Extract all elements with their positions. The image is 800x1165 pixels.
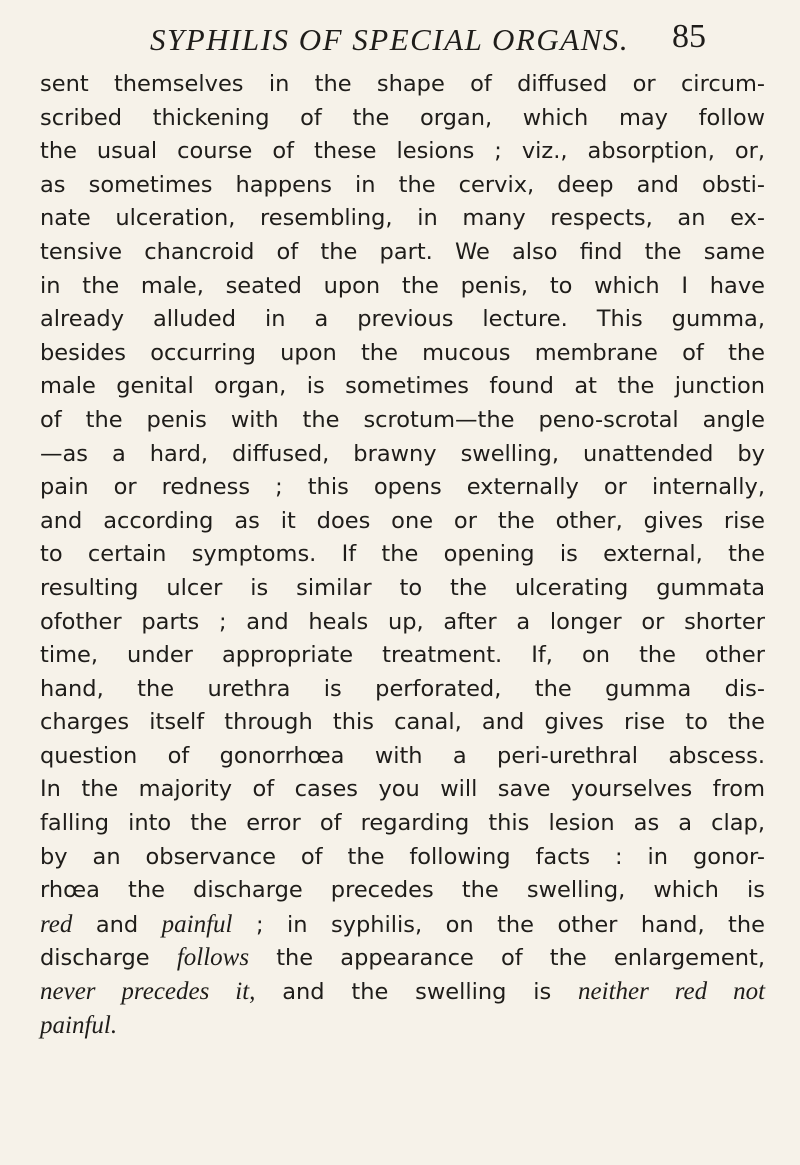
text-line: In the majority of cases you will save yourselves from	[40, 776, 765, 803]
text-line-emphasis	[40, 975, 765, 1009]
text-line: tensive chancroid of the part. We also find the same	[40, 238, 765, 265]
text-line: sent themselves in the shape of diffused or circum-	[40, 71, 765, 97]
text-line: hand, the urethra is perforated, the gumma dis-	[40, 675, 765, 702]
text-line: of the penis with the scrotum—the peno-scrotal angle	[40, 406, 765, 433]
text-line: to certain symptoms. If the opening is external, the	[40, 541, 765, 568]
text-line: question of gonorrhœa with a peri-urethral abscess.	[40, 742, 765, 769]
word-and: and	[95, 911, 139, 938]
running-title: SYPHILIS OF SPECIAL ORGANS.	[150, 22, 630, 57]
line-remainder: ; in syphilis, on the other hand, the	[255, 911, 765, 938]
text-line-final	[40, 1009, 765, 1043]
text-line: nate ulceration, resembling, in many respects, an ex-	[40, 205, 765, 232]
text-line: male genital organ, is sometimes found at the junction	[40, 373, 765, 400]
text-line: time, under appropriate treatment. If, on the other	[40, 642, 765, 669]
text-line: charges itself through this canal, and gives rise to the	[40, 709, 765, 736]
italic-follows: follows	[176, 944, 250, 972]
italic-red: red	[40, 910, 73, 938]
text-line-emphasis	[40, 908, 765, 942]
text-line: already alluded in a previous lecture. This gumma,	[40, 306, 765, 333]
text-line: pain or redness ; this opens externally or internally,	[40, 474, 765, 501]
text-line: and according as it does one or the other, gives rise	[40, 507, 765, 534]
italic-painful: painful	[161, 910, 233, 938]
text-line: resulting ulcer is similar to the ulcerating gummata	[40, 574, 765, 601]
body-text	[40, 68, 765, 1042]
text-line: besides occurring upon the mucous membrane of the	[40, 339, 765, 366]
page-number: 85	[672, 18, 706, 55]
text-line: falling into the error of regarding this lesion as a clap,	[40, 810, 765, 837]
text-line: rhœa the discharge precedes the swelling, which is	[40, 877, 765, 904]
text-line: by an observance of the following facts : in gonor-	[40, 843, 765, 870]
italic-never-precedes-it: never precedes it,	[40, 978, 256, 1006]
line-remainder: the appearance of the enlargement,	[276, 945, 765, 972]
italic-painful-final: painful.	[40, 1011, 118, 1039]
text-line: in the male, seated upon the penis, to which I have	[40, 272, 765, 299]
text-line: as sometimes happens in the cervix, deep and obsti-	[40, 171, 765, 198]
text-line: —as a hard, diffused, brawny swelling, unattended by	[40, 440, 765, 467]
word-discharge: discharge	[40, 945, 150, 972]
text-line: scribed thickening of the organ, which may follow	[40, 104, 765, 131]
text-line: the usual course of these lesions ; viz., absorption, or,	[40, 138, 765, 165]
text-line: ofother parts ; and heals up, after a longer or shorter	[40, 608, 765, 635]
italic-neither-red-not: neither red not	[578, 978, 766, 1006]
line-middle: and the swelling is	[282, 979, 552, 1006]
text-line-emphasis	[40, 941, 765, 975]
